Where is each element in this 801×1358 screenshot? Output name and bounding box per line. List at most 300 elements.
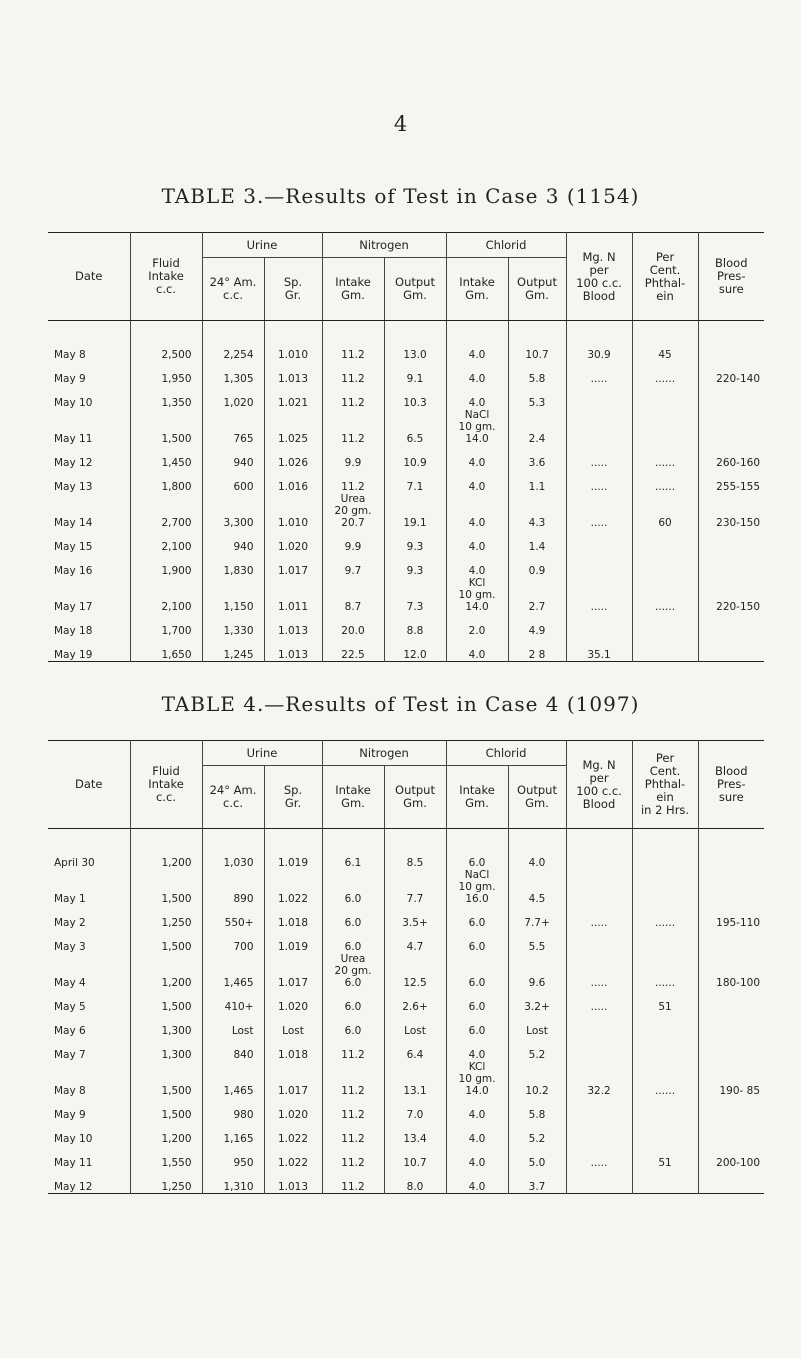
cell-per-cent: 51 — [632, 1145, 698, 1169]
cell-blood-pressure — [698, 1037, 764, 1061]
table-3-body — [48, 321, 764, 662]
cell-chlorid-output: 4.5 — [508, 869, 566, 905]
cell-date: May 2 — [54, 917, 86, 929]
header-chlorid-intake: Intake Gm. — [446, 258, 508, 321]
cell-urine-24: 840 — [202, 1037, 264, 1061]
table-row — [48, 409, 764, 445]
cell-blood-pressure — [698, 409, 764, 445]
cell-mg-n: ..... — [566, 445, 632, 469]
cell-urine-sp-gr: 1.013 — [264, 361, 322, 385]
cell-per-cent: ...... — [632, 905, 698, 929]
cell-fluid-intake: 2,100 — [130, 529, 202, 553]
cell-per-cent — [632, 929, 698, 953]
cell-urine-sp-gr: 1.013 — [264, 1169, 322, 1194]
cell-urine-sp-gr: 1.022 — [264, 1145, 322, 1169]
cell-chlorid-intake: KCl 10 gm. 14.0 — [446, 1061, 508, 1097]
header-chlorid: Chlorid — [446, 233, 566, 258]
header-nitrogen-output: Output Gm. — [384, 766, 446, 829]
cell-blood-pressure: 255-155 — [698, 469, 764, 493]
cell-urine-24: 1,830 — [202, 553, 264, 577]
cell-nitrogen-output: 3.5+ — [384, 905, 446, 929]
header-nitrogen: Nitrogen — [322, 741, 446, 766]
header-urine: Urine — [202, 741, 322, 766]
cell-blood-pressure — [698, 321, 764, 362]
table-3-title: TABLE 3.—Results of Test in Case 3 (1154) — [161, 184, 640, 208]
cell-nitrogen-output: 13.1 — [384, 1061, 446, 1097]
cell-urine-24: 1,030 — [202, 829, 264, 870]
cell-nitrogen-output: 2.6+ — [384, 989, 446, 1013]
cell-mg-n: 32.2 — [566, 1061, 632, 1097]
header-nitrogen: Nitrogen — [322, 233, 446, 258]
cell-chlorid-intake: 6.0 — [446, 905, 508, 929]
cell-blood-pressure — [698, 929, 764, 953]
cell-mg-n — [566, 1013, 632, 1037]
cell-fluid-intake: 1,500 — [130, 869, 202, 905]
cell-chlorid-intake: 6.0 — [446, 829, 508, 870]
cell-mg-n — [566, 1097, 632, 1121]
cell-urine-24: 765 — [202, 409, 264, 445]
header-blood-pressure: Blood Pres- sure — [698, 233, 764, 321]
cell-nitrogen-output: 7.1 — [384, 469, 446, 493]
cell-nitrogen-intake: 22.5 — [322, 637, 384, 662]
cell-per-cent: ...... — [632, 445, 698, 469]
cell-date: May 7 — [54, 1049, 86, 1061]
cell-mg-n — [566, 409, 632, 445]
cell-blood-pressure: 220-140 — [698, 361, 764, 385]
cell-chlorid-intake: 4.0 — [446, 1169, 508, 1194]
cell-chlorid-intake: 4.0 — [446, 469, 508, 493]
cell-chlorid-output: Lost — [508, 1013, 566, 1037]
cell-urine-24: 1,465 — [202, 1061, 264, 1097]
table-row — [48, 321, 764, 362]
cell-urine-sp-gr: 1.019 — [264, 829, 322, 870]
cell-nitrogen-intake: 11.2 — [322, 385, 384, 409]
cell-date: May 9 — [54, 1109, 86, 1121]
cell-nitrogen-intake: 6.0 — [322, 905, 384, 929]
cell-blood-pressure — [698, 529, 764, 553]
cell-fluid-intake: 1,300 — [130, 1037, 202, 1061]
cell-urine-sp-gr: 1.010 — [264, 321, 322, 362]
cell-per-cent: 60 — [632, 493, 698, 529]
header-nitrogen-intake: Intake Gm. — [322, 258, 384, 321]
cell-mg-n — [566, 553, 632, 577]
cell-nitrogen-intake: 11.2 — [322, 409, 384, 445]
header-nitrogen-intake: Intake Gm. — [322, 766, 384, 829]
cell-nitrogen-intake: 11.2 — [322, 1097, 384, 1121]
cell-per-cent: 45 — [632, 321, 698, 362]
cell-date: May 4 — [54, 977, 86, 989]
cell-chlorid-intake: 4.0 — [446, 385, 508, 409]
cell-urine-24: 1,165 — [202, 1121, 264, 1145]
cell-date: May 16 — [54, 565, 93, 577]
cell-mg-n: ..... — [566, 953, 632, 989]
cell-chlorid-intake: 6.0 — [446, 929, 508, 953]
cell-nitrogen-output: 10.7 — [384, 1145, 446, 1169]
cell-urine-sp-gr: 1.013 — [264, 613, 322, 637]
cell-urine-sp-gr: 1.011 — [264, 577, 322, 613]
cell-chlorid-output: 10.7 — [508, 321, 566, 362]
cell-nitrogen-intake: 9.7 — [322, 553, 384, 577]
cell-nitrogen-output: 4.7 — [384, 929, 446, 953]
cell-mg-n: 30.9 — [566, 321, 632, 362]
header-urine-sp-gr: Sp. Gr. — [264, 258, 322, 321]
cell-nitrogen-intake: 11.2 — [322, 1169, 384, 1194]
table-row — [48, 1121, 764, 1145]
cell-chlorid-intake: 4.0 — [446, 1037, 508, 1061]
table-row — [48, 613, 764, 637]
cell-chlorid-output: 3.7 — [508, 1169, 566, 1194]
cell-nitrogen-intake: 11.2 — [322, 1145, 384, 1169]
table-row — [48, 929, 764, 953]
cell-nitrogen-output: 12.0 — [384, 637, 446, 662]
cell-date: May 10 — [54, 397, 93, 409]
cell-fluid-intake: 1,500 — [130, 409, 202, 445]
cell-chlorid-intake: KCl 10 gm. 14.0 — [446, 577, 508, 613]
header-per-cent: Per Cent. Phthal- ein in 2 Hrs. — [632, 741, 698, 829]
cell-nitrogen-intake: 9.9 — [322, 529, 384, 553]
cell-urine-24: 1,465 — [202, 953, 264, 989]
cell-urine-sp-gr: 1.017 — [264, 553, 322, 577]
cell-chlorid-output: 7.7+ — [508, 905, 566, 929]
cell-nitrogen-output: 9.1 — [384, 361, 446, 385]
cell-blood-pressure — [698, 637, 764, 662]
cell-blood-pressure — [698, 1121, 764, 1145]
header-chlorid-output: Output Gm. — [508, 258, 566, 321]
cell-mg-n — [566, 529, 632, 553]
header-fluid-intake: Fluid Intake c.c. — [130, 741, 202, 829]
cell-nitrogen-output: 9.3 — [384, 553, 446, 577]
table-row — [48, 493, 764, 529]
cell-nitrogen-intake: 11.2 — [322, 1121, 384, 1145]
header-nitrogen-output: Output Gm. — [384, 258, 446, 321]
cell-per-cent — [632, 869, 698, 905]
cell-nitrogen-intake: 11.2 — [322, 361, 384, 385]
cell-chlorid-output: 4.3 — [508, 493, 566, 529]
cell-chlorid-intake: 4.0 — [446, 1121, 508, 1145]
table-row — [48, 1169, 764, 1194]
cell-urine-sp-gr: 1.022 — [264, 869, 322, 905]
cell-per-cent — [632, 529, 698, 553]
cell-per-cent: ...... — [632, 953, 698, 989]
cell-nitrogen-output: 10.9 — [384, 445, 446, 469]
cell-fluid-intake: 1,650 — [130, 637, 202, 662]
cell-urine-24: 550+ — [202, 905, 264, 929]
cell-blood-pressure: 220-150 — [698, 577, 764, 613]
cell-fluid-intake: 1,450 — [130, 445, 202, 469]
cell-per-cent: 51 — [632, 989, 698, 1013]
cell-mg-n — [566, 613, 632, 637]
cell-blood-pressure — [698, 1013, 764, 1037]
cell-per-cent — [632, 613, 698, 637]
cell-mg-n: ..... — [566, 361, 632, 385]
cell-blood-pressure — [698, 1097, 764, 1121]
table-row — [48, 953, 764, 989]
cell-nitrogen-intake: 6.0 — [322, 869, 384, 905]
cell-nitrogen-intake: 11.2 — [322, 1061, 384, 1097]
cell-chlorid-output: 5.3 — [508, 385, 566, 409]
cell-date: May 19 — [54, 649, 93, 661]
cell-urine-sp-gr: 1.025 — [264, 409, 322, 445]
cell-chlorid-output: 5.0 — [508, 1145, 566, 1169]
cell-fluid-intake: 1,250 — [130, 1169, 202, 1194]
cell-date: May 15 — [54, 541, 93, 553]
cell-blood-pressure — [698, 1169, 764, 1194]
cell-blood-pressure: 200-100 — [698, 1145, 764, 1169]
table-row — [48, 1013, 764, 1037]
cell-date: May 6 — [54, 1025, 86, 1037]
cell-urine-24: 1,150 — [202, 577, 264, 613]
header-date: Date — [48, 741, 130, 829]
cell-chlorid-intake: 4.0 — [446, 445, 508, 469]
cell-date: April 30 — [54, 857, 95, 869]
cell-nitrogen-output: 10.3 — [384, 385, 446, 409]
header-chlorid-output: Output Gm. — [508, 766, 566, 829]
cell-nitrogen-intake: 8.7 — [322, 577, 384, 613]
table-row — [48, 637, 764, 662]
cell-date: May 11 — [54, 433, 93, 445]
cell-chlorid-output: 3.2+ — [508, 989, 566, 1013]
cell-per-cent — [632, 1121, 698, 1145]
cell-per-cent — [632, 385, 698, 409]
cell-chlorid-output: 4.0 — [508, 829, 566, 870]
cell-chlorid-intake: 2.0 — [446, 613, 508, 637]
cell-blood-pressure: 195-110 — [698, 905, 764, 929]
cell-chlorid-intake: 6.0 — [446, 1013, 508, 1037]
cell-urine-24: 940 — [202, 445, 264, 469]
cell-chlorid-output: 5.8 — [508, 361, 566, 385]
cell-date: May 9 — [54, 373, 86, 385]
cell-chlorid-output: 0.9 — [508, 553, 566, 577]
table-4-body — [48, 829, 764, 1194]
cell-chlorid-output: 5.2 — [508, 1121, 566, 1145]
cell-chlorid-output: 2 8 — [508, 637, 566, 662]
cell-nitrogen-output: 19.1 — [384, 493, 446, 529]
cell-urine-sp-gr: 1.019 — [264, 929, 322, 953]
table-4 — [48, 740, 764, 1194]
cell-fluid-intake: 1,950 — [130, 361, 202, 385]
cell-chlorid-intake: NaCl 10 gm. 14.0 — [446, 409, 508, 445]
cell-blood-pressure: 180-100 — [698, 953, 764, 989]
cell-fluid-intake: 1,700 — [130, 613, 202, 637]
cell-blood-pressure — [698, 385, 764, 409]
cell-fluid-intake: 1,550 — [130, 1145, 202, 1169]
cell-nitrogen-intake: 6.0 — [322, 1013, 384, 1037]
cell-mg-n: ..... — [566, 905, 632, 929]
cell-blood-pressure — [698, 989, 764, 1013]
cell-date: May 12 — [54, 1181, 93, 1193]
cell-nitrogen-output: 12.5 — [384, 953, 446, 989]
cell-urine-sp-gr: 1.017 — [264, 953, 322, 989]
cell-date: May 18 — [54, 625, 93, 637]
cell-nitrogen-output: 9.3 — [384, 529, 446, 553]
cell-per-cent — [632, 409, 698, 445]
table-row — [48, 469, 764, 493]
header-mg-n: Mg. N per 100 c.c. Blood — [566, 233, 632, 321]
cell-nitrogen-intake: 11.2 — [322, 469, 384, 493]
table-row — [48, 1037, 764, 1061]
cell-blood-pressure: 190- 85 — [698, 1061, 764, 1097]
cell-urine-24: 3,300 — [202, 493, 264, 529]
cell-blood-pressure: 260-160 — [698, 445, 764, 469]
cell-chlorid-output: 5.5 — [508, 929, 566, 953]
cell-mg-n: 35.1 — [566, 637, 632, 662]
cell-urine-24: 1,330 — [202, 613, 264, 637]
cell-date: May 8 — [54, 349, 86, 361]
cell-urine-24: 410+ — [202, 989, 264, 1013]
cell-fluid-intake: 1,500 — [130, 929, 202, 953]
cell-nitrogen-output: 8.5 — [384, 829, 446, 870]
cell-nitrogen-output: 7.3 — [384, 577, 446, 613]
table-row — [48, 1097, 764, 1121]
header-urine-24: 24° Am. c.c. — [202, 766, 264, 829]
cell-fluid-intake: 2,500 — [130, 321, 202, 362]
cell-fluid-intake: 1,500 — [130, 1097, 202, 1121]
cell-urine-sp-gr: 1.013 — [264, 637, 322, 662]
cell-urine-24: 1,020 — [202, 385, 264, 409]
cell-chlorid-intake: 4.0 — [446, 1145, 508, 1169]
cell-per-cent — [632, 553, 698, 577]
table-row — [48, 989, 764, 1013]
cell-chlorid-intake: 4.0 — [446, 361, 508, 385]
cell-urine-sp-gr: 1.020 — [264, 529, 322, 553]
table-row — [48, 361, 764, 385]
cell-urine-24: 1,305 — [202, 361, 264, 385]
cell-nitrogen-intake: Urea 20 gm. 20.7 — [322, 493, 384, 529]
cell-mg-n: ..... — [566, 1145, 632, 1169]
cell-per-cent — [632, 829, 698, 870]
cell-urine-sp-gr: 1.022 — [264, 1121, 322, 1145]
cell-date: May 1 — [54, 893, 86, 905]
cell-mg-n — [566, 1169, 632, 1194]
cell-urine-24: 940 — [202, 529, 264, 553]
cell-per-cent: ...... — [632, 469, 698, 493]
cell-fluid-intake: 1,300 — [130, 1013, 202, 1037]
table-row — [48, 553, 764, 577]
cell-per-cent — [632, 1013, 698, 1037]
cell-per-cent — [632, 1169, 698, 1194]
cell-chlorid-intake: 4.0 — [446, 1097, 508, 1121]
cell-nitrogen-output: 6.5 — [384, 409, 446, 445]
header-fluid-intake: Fluid Intake c.c. — [130, 233, 202, 321]
cell-urine-sp-gr: Lost — [264, 1013, 322, 1037]
cell-blood-pressure — [698, 553, 764, 577]
cell-fluid-intake: 1,250 — [130, 905, 202, 929]
cell-chlorid-intake: NaCl 10 gm. 16.0 — [446, 869, 508, 905]
cell-nitrogen-output: 8.8 — [384, 613, 446, 637]
cell-chlorid-output: 4.9 — [508, 613, 566, 637]
cell-date: May 10 — [54, 1133, 93, 1145]
cell-chlorid-output: 5.2 — [508, 1037, 566, 1061]
cell-chlorid-output: 5.8 — [508, 1097, 566, 1121]
header-chlorid: Chlorid — [446, 741, 566, 766]
cell-mg-n — [566, 1037, 632, 1061]
cell-date: May 13 — [54, 481, 93, 493]
cell-mg-n — [566, 869, 632, 905]
cell-fluid-intake: 1,500 — [130, 989, 202, 1013]
table-row — [48, 869, 764, 905]
cell-urine-24: 600 — [202, 469, 264, 493]
cell-fluid-intake: 1,200 — [130, 829, 202, 870]
table-row — [48, 905, 764, 929]
cell-blood-pressure: 230-150 — [698, 493, 764, 529]
cell-nitrogen-intake: 11.2 — [322, 321, 384, 362]
cell-fluid-intake: 2,700 — [130, 493, 202, 529]
cell-date: May 3 — [54, 941, 86, 953]
cell-fluid-intake: 2,100 — [130, 577, 202, 613]
cell-nitrogen-intake: 11.2 — [322, 1037, 384, 1061]
cell-urine-sp-gr: 1.020 — [264, 1097, 322, 1121]
cell-per-cent: ...... — [632, 361, 698, 385]
header-urine: Urine — [202, 233, 322, 258]
cell-nitrogen-intake: 9.9 — [322, 445, 384, 469]
cell-mg-n: ..... — [566, 989, 632, 1013]
cell-date: May 12 — [54, 457, 93, 469]
cell-mg-n: ..... — [566, 577, 632, 613]
cell-chlorid-intake: 4.0 — [446, 529, 508, 553]
cell-nitrogen-output: 6.4 — [384, 1037, 446, 1061]
cell-chlorid-output: 2.4 — [508, 409, 566, 445]
cell-blood-pressure — [698, 613, 764, 637]
table-4-title: TABLE 4.—Results of Test in Case 4 (1097) — [161, 692, 640, 716]
cell-urine-24: 1,310 — [202, 1169, 264, 1194]
cell-mg-n — [566, 929, 632, 953]
cell-urine-24: 980 — [202, 1097, 264, 1121]
cell-urine-24: 700 — [202, 929, 264, 953]
cell-chlorid-output: 1.4 — [508, 529, 566, 553]
cell-mg-n — [566, 829, 632, 870]
cell-chlorid-intake: 4.0 — [446, 637, 508, 662]
table-row — [48, 1061, 764, 1097]
header-date: Date — [48, 233, 130, 321]
cell-nitrogen-output: Lost — [384, 1013, 446, 1037]
cell-fluid-intake: 1,350 — [130, 385, 202, 409]
cell-mg-n — [566, 1121, 632, 1145]
cell-chlorid-output: 2.7 — [508, 577, 566, 613]
cell-per-cent — [632, 637, 698, 662]
cell-chlorid-intake: 4.0 — [446, 321, 508, 362]
cell-nitrogen-output: 13.0 — [384, 321, 446, 362]
cell-fluid-intake: 1,200 — [130, 1121, 202, 1145]
cell-urine-24: 2,254 — [202, 321, 264, 362]
cell-urine-sp-gr: 1.010 — [264, 493, 322, 529]
cell-chlorid-output: 3.6 — [508, 445, 566, 469]
cell-chlorid-intake: 4.0 — [446, 553, 508, 577]
cell-per-cent — [632, 1037, 698, 1061]
cell-mg-n: ..... — [566, 493, 632, 529]
cell-nitrogen-output: 13.4 — [384, 1121, 446, 1145]
cell-fluid-intake: 1,900 — [130, 553, 202, 577]
cell-per-cent: ...... — [632, 577, 698, 613]
header-per-cent: Per Cent. Phthal- ein — [632, 233, 698, 321]
cell-urine-sp-gr: 1.017 — [264, 1061, 322, 1097]
cell-mg-n — [566, 385, 632, 409]
cell-nitrogen-intake: Urea 20 gm. 6.0 — [322, 953, 384, 989]
header-chlorid-intake: Intake Gm. — [446, 766, 508, 829]
cell-urine-sp-gr: 1.018 — [264, 905, 322, 929]
cell-urine-sp-gr: 1.021 — [264, 385, 322, 409]
cell-nitrogen-intake: 6.0 — [322, 989, 384, 1013]
cell-date: May 11 — [54, 1157, 93, 1169]
cell-per-cent: ...... — [632, 1061, 698, 1097]
table-3 — [48, 232, 764, 662]
cell-blood-pressure — [698, 829, 764, 870]
table-row — [48, 529, 764, 553]
cell-blood-pressure — [698, 869, 764, 905]
page-number: 4 — [393, 112, 408, 136]
cell-chlorid-intake: 4.0 — [446, 493, 508, 529]
table-row — [48, 577, 764, 613]
cell-urine-24: Lost — [202, 1013, 264, 1037]
